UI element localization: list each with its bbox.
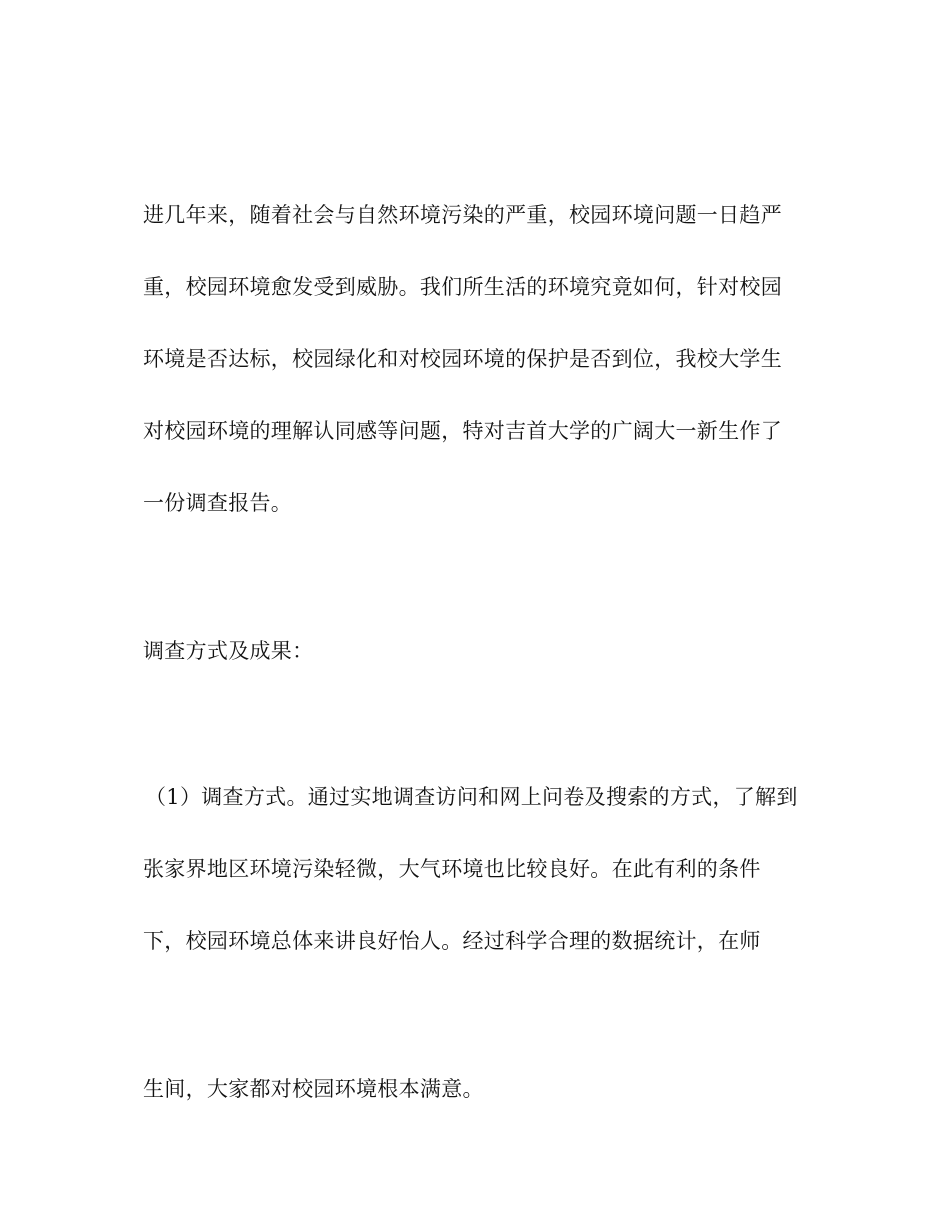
intro-paragraph-line: 一份调查报告。 [143, 491, 293, 515]
closing-paragraph-line: 生间，大家都对校园环境根本满意。 [143, 1077, 484, 1101]
method-paragraph-line: 张家界地区环境污染轻微，大气环境也比较良好。在此有利的条件 [143, 857, 761, 881]
method-paragraph-line: （1）调查方式。通过实地调查访问和网上问卷及搜索的方式，了解到 [145, 785, 798, 809]
intro-paragraph-line: 环境是否达标，校园绿化和对校园环境的保护是否到位，我校大学生 [143, 347, 782, 371]
method-paragraph-line: 下，校园环境总体来讲良好怡人。经过科学合理的数据统计，在师 [143, 929, 761, 953]
intro-paragraph-line: 进几年来，随着社会与自然环境污染的严重，校园环境问题一日趋严 [143, 203, 782, 227]
section-heading: 调查方式及成果： [143, 639, 314, 663]
intro-paragraph-line: 对校园环境的理解认同感等问题，特对吉首大学的广阔大一新生作了 [143, 419, 782, 443]
intro-paragraph-line: 重，校园环境愈发受到威胁。我们所生活的环境究竟如何，针对校园 [143, 275, 782, 299]
